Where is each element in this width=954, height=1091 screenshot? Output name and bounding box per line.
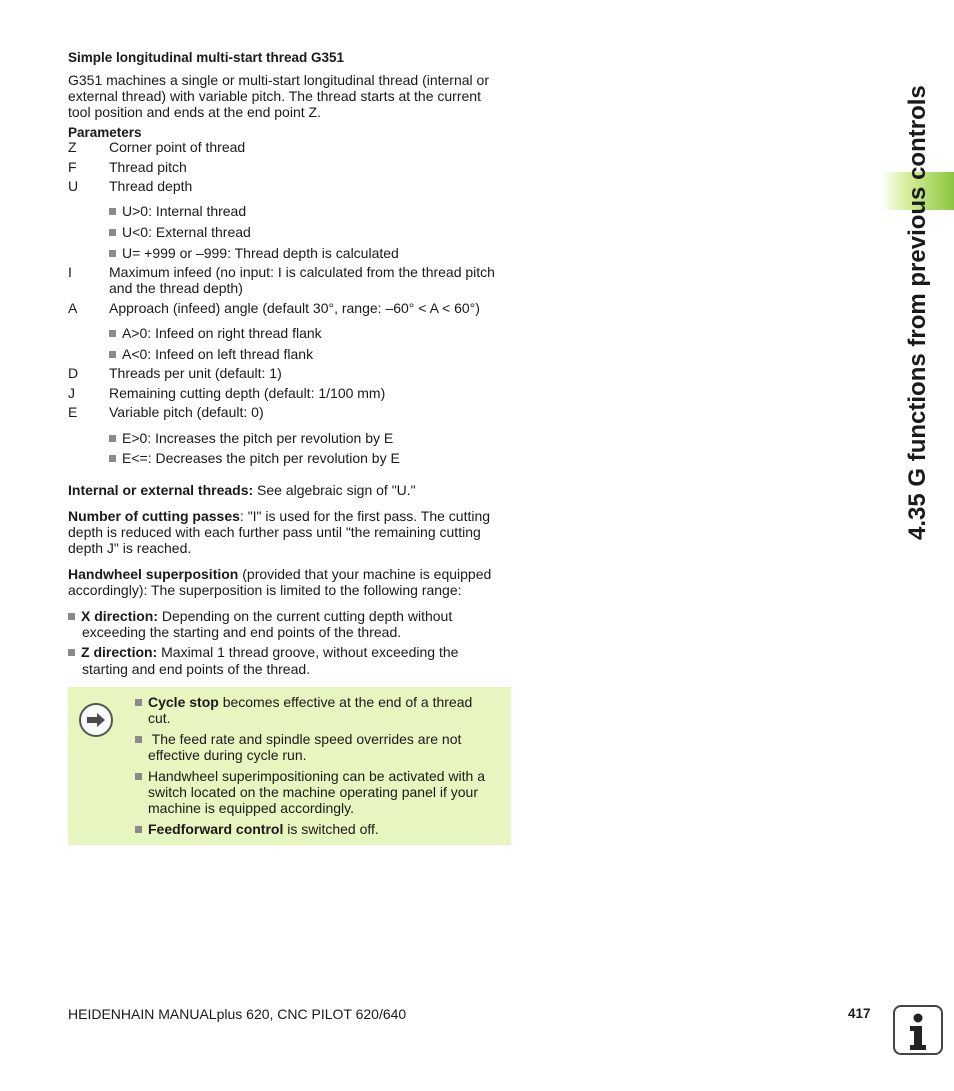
param-text: Thread depth	[109, 178, 193, 194]
chapter-title: 4.35 G functions from previous controls	[904, 85, 931, 540]
note-item-cycle-stop: Cycle stop becomes effective at the end of a thread	[135, 694, 472, 710]
bullet-square-icon	[135, 826, 142, 833]
param-text: and the thread depth)	[109, 280, 243, 296]
x-direction-item: X direction: Depending on the current cutting depth without	[68, 608, 452, 624]
handwheel-note: accordingly): The superposition is limited to the following range:	[68, 582, 462, 598]
bullet-square-icon	[135, 699, 142, 706]
bullet-item: U<0: External thread	[109, 224, 251, 240]
z-direction-item: starting and end points of the thread.	[82, 661, 311, 677]
param-letter: F	[68, 159, 77, 175]
param-letter: D	[68, 365, 79, 381]
parameters-label: Parameters	[68, 125, 142, 140]
bullet-item: U= +999 or –999: Thread depth is calculated	[109, 245, 399, 261]
param-text: Thread pitch	[109, 159, 187, 175]
page-number: 417	[848, 1006, 871, 1021]
note-item-handwheel: switch located on the machine operating panel if your	[148, 784, 478, 800]
param-letter: I	[68, 264, 72, 280]
bullet-item: E<=: Decreases the pitch per revolution by E	[109, 450, 400, 466]
arrow-right-icon	[79, 703, 113, 737]
note-item-feedforward: Feedforward control is switched off.	[135, 821, 379, 837]
intro-line: external thread) with variable pitch. The thread starts at the current	[68, 88, 481, 104]
bullet-item: A<0: Infeed on left thread flank	[109, 346, 313, 362]
param-text: Threads per unit (default: 1)	[109, 365, 282, 381]
cutting-passes-note: Number of cutting passes: "I" is used for the first pass. The cutting	[68, 508, 491, 524]
note-item-handwheel: machine is equipped accordingly.	[148, 800, 354, 816]
param-letter: U	[68, 178, 79, 194]
note-item-cycle-stop: cut.	[148, 710, 171, 726]
bullet-item: E>0: Increases the pitch per revolution by E	[109, 430, 393, 446]
bullet-square-icon	[135, 736, 142, 743]
bullet-square-icon	[109, 330, 116, 337]
intro-line: G351 machines a single or multi-start longitudinal thread (internal or	[68, 72, 489, 88]
note-item-handwheel: Handwheel superimpositioning can be activated with a	[135, 768, 485, 784]
x-direction-item: exceeding the starting and end points of the thread.	[82, 624, 402, 640]
param-letter: J	[68, 385, 75, 401]
internal-external-note: Internal or external threads: See algebraic sign of "U."	[68, 482, 416, 498]
intro-line: tool position and ends at the end point Z.	[68, 104, 321, 120]
cutting-passes-note: depth is reduced with each further pass until "the remaining cutting	[68, 524, 481, 540]
bullet-square-icon	[109, 351, 116, 358]
param-text: Remaining cutting depth (default: 1/100 mm)	[109, 385, 386, 401]
bullet-square-icon	[135, 773, 142, 780]
bullet-item: U>0: Internal thread	[109, 203, 246, 219]
param-text: Maximum infeed (no input: I is calculated from the thread pitch	[109, 264, 495, 280]
info-icon	[893, 1005, 943, 1055]
note-item-overrides: The feed rate and spindle speed overrides are not	[135, 731, 461, 747]
cutting-passes-note: depth J" is reached.	[68, 540, 192, 556]
param-text: Corner point of thread	[109, 139, 246, 155]
bullet-square-icon	[68, 649, 75, 656]
bullet-square-icon	[68, 613, 75, 620]
bullet-square-icon	[109, 250, 116, 257]
param-letter: A	[68, 300, 78, 316]
bullet-square-icon	[109, 229, 116, 236]
z-direction-item: Z direction: Maximal 1 thread groove, without exceeding the	[68, 644, 458, 660]
bullet-square-icon	[109, 435, 116, 442]
param-letter: E	[68, 404, 78, 420]
handwheel-note: Handwheel superposition (provided that your machine is equipped	[68, 566, 492, 582]
section-heading: Simple longitudinal multi-start thread G351	[68, 50, 345, 65]
param-letter: Z	[68, 139, 77, 155]
bullet-square-icon	[109, 208, 116, 215]
note-item-overrides: effective during cycle run.	[148, 747, 307, 763]
bullet-item: A>0: Infeed on right thread flank	[109, 325, 322, 341]
footer-manual-title: HEIDENHAIN MANUALplus 620, CNC PILOT 620/640	[68, 1006, 407, 1022]
bullet-square-icon	[109, 455, 116, 462]
param-text: Approach (infeed) angle (default 30°, range: –60° < A < 60°)	[109, 300, 480, 316]
param-text: Variable pitch (default: 0)	[109, 404, 264, 420]
